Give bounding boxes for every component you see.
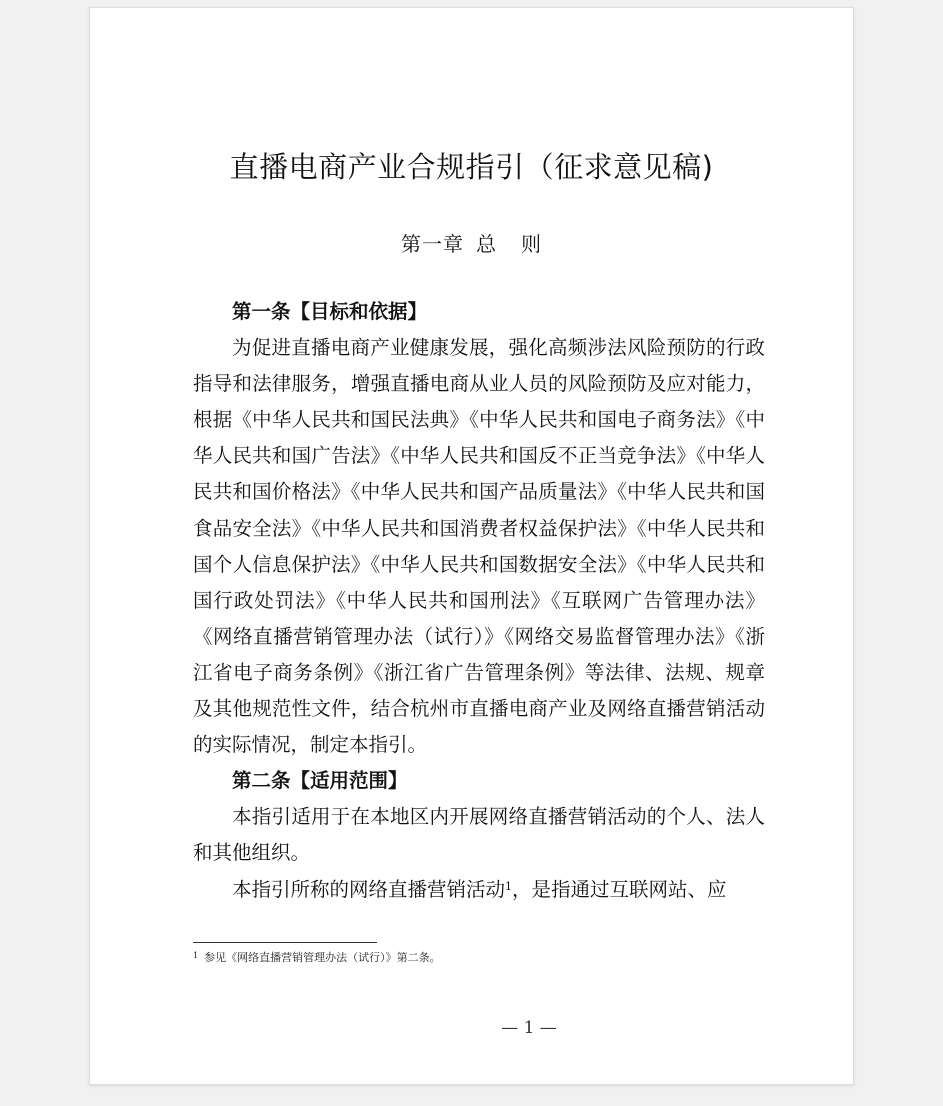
article-2-paragraph-1: 本指引适用于在本地区内开展网络直播营销活动的个人、法人和其他组织。	[193, 805, 765, 865]
article-2-paragraph-2-text-before: 本指引所称的网络直播营销活动	[232, 877, 506, 901]
article-2-paragraph-2	[193, 872, 765, 908]
document-title: 直播电商产业合规指引（征求意见稿)	[229, 150, 714, 184]
chapter-name-char-1: 总	[476, 232, 497, 256]
article-2-paragraph-2-text-after: ，是指通过互联网站、应	[512, 877, 727, 901]
footnote	[193, 949, 441, 965]
document-page	[89, 7, 854, 1085]
article-2-heading: 第二条【适用范围】	[232, 769, 408, 793]
chapter-heading	[90, 228, 853, 257]
chapter-number: 第一章	[401, 232, 464, 256]
footnote-separator	[193, 942, 377, 943]
footnote-reference[interactable]: 1	[505, 879, 513, 893]
article-1-paragraph: 为促进直播电商产业健康发展，强化高频涉法风险预防的行政指导和法律服务，增强直播电商从业人员的风险预防及应对能力，根据《中华人民共和国民法典》《中华人民共和国电子商务法》《中华人民共和国广告法》《中华人民共和国反不正当竞争法》《中华人民共和国价格法》《中华人民共和国产品质量法》《中华人民共和国食品安全法》《中华人民共和国消费者权益保护法》《中华人民共和国个人信息保护法》《中华人民共和国数据安全法》《中华人民共和国行政处罚法》《中华人民共和国刑法》《互联网广告管理办法》《网络直播营销管理办法（试行）》《网络交易监督管理办法》《浙江省电子商务条例》《浙江省广告管理条例》等法律、法规、规章及其他规范性文件，结合杭州市直播电商产业及网络直播营销活动的实际情况，制定本指引。	[193, 336, 765, 757]
article-1-heading: 第一条【目标和依据】	[232, 300, 428, 323]
document-body	[193, 294, 765, 908]
footnote-marker: 1	[193, 951, 199, 960]
page-number: — 1 —	[501, 1018, 557, 1038]
chapter-name-char-2: 则	[521, 232, 542, 256]
footnote-text: 参见《网络直播营销管理办法（试行）》第二条。	[204, 951, 441, 964]
